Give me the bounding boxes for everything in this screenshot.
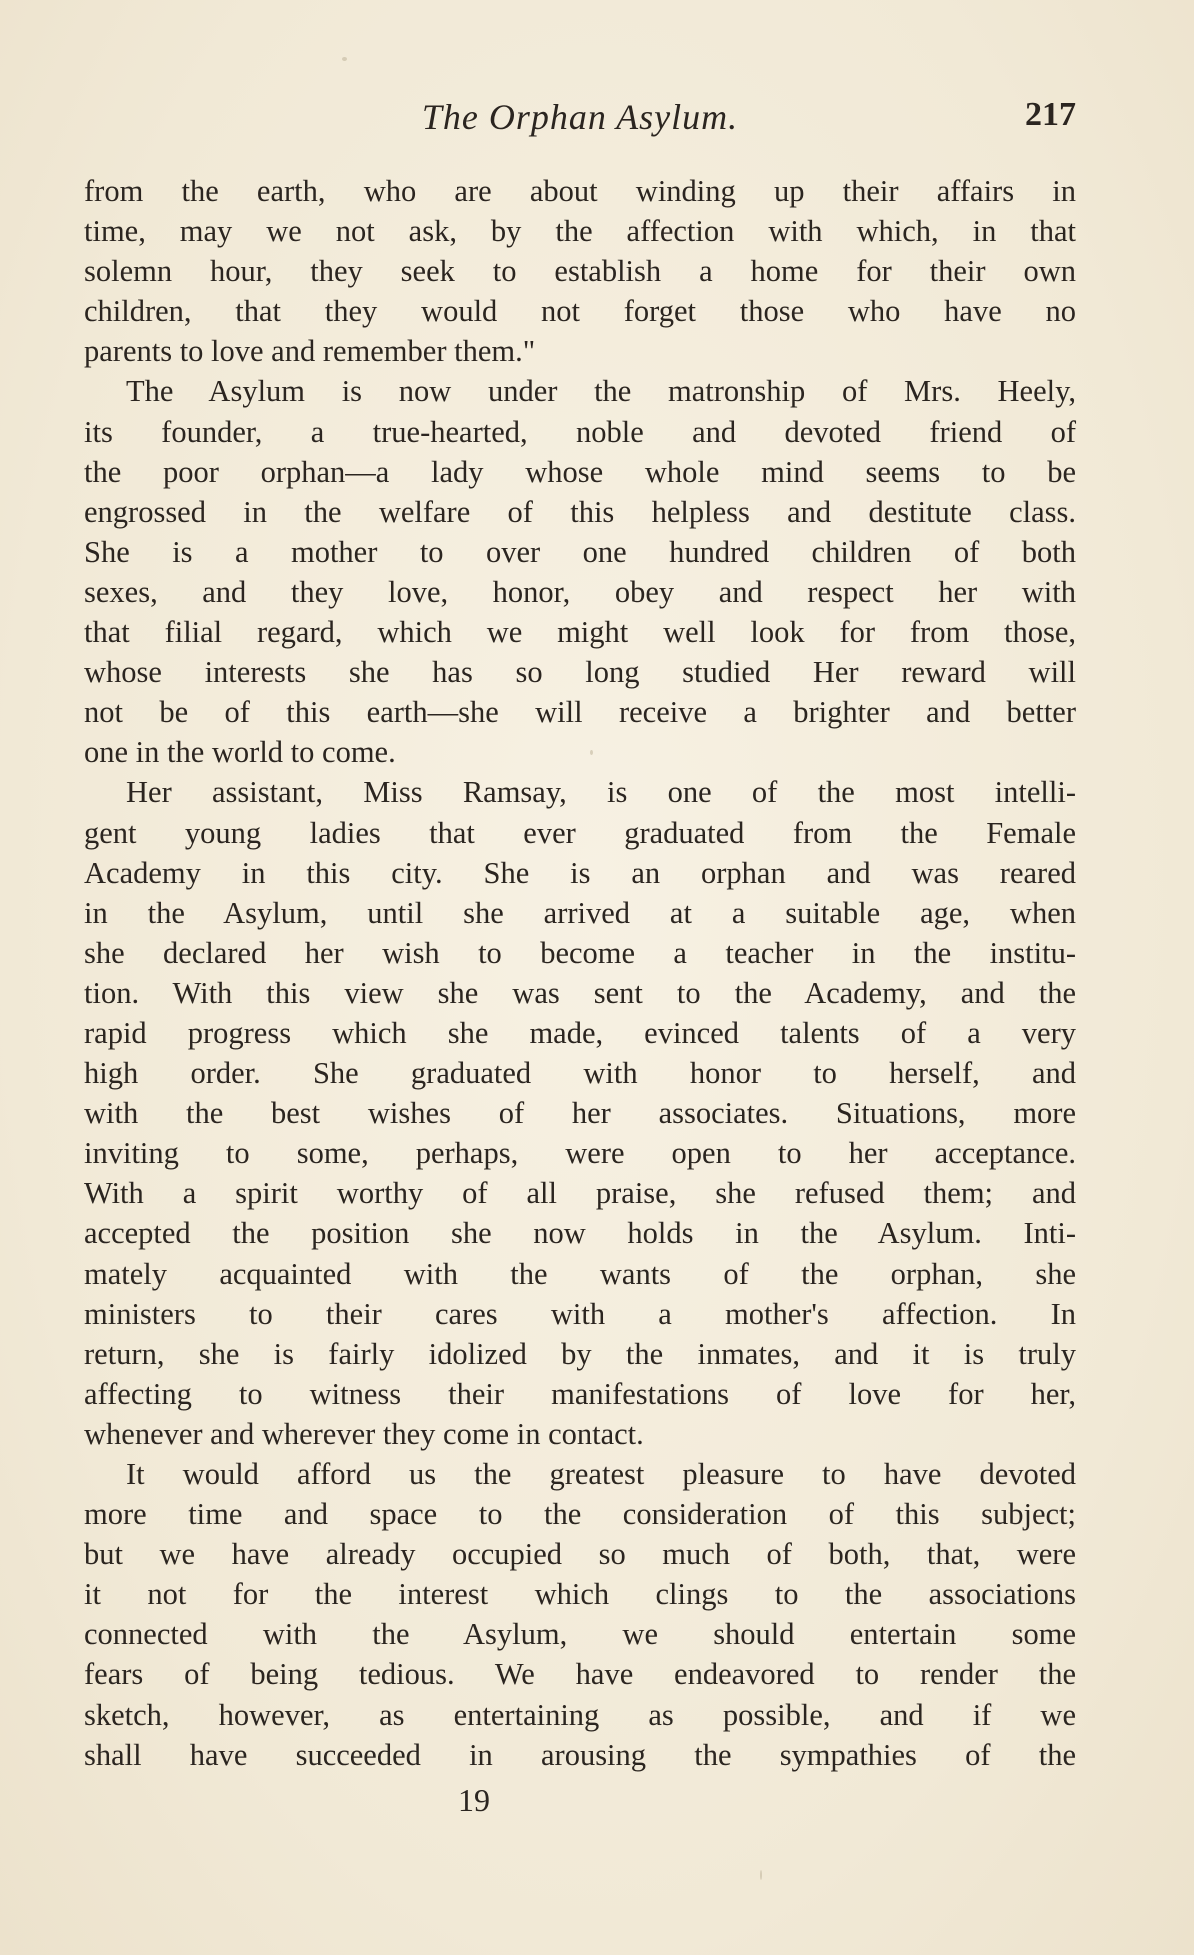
text-line: sketch, however, as entertaining as possible, and if we xyxy=(84,1697,1076,1732)
text-line: tion. With this view she was sent to the Academy, and the xyxy=(84,975,1076,1010)
text-line: in the Asylum, until she arrived at a suitable age, when xyxy=(84,895,1076,930)
text-line: children, that they would not forget those who have no xyxy=(84,294,1076,329)
text-line: engrossed in the welfare of this helpless and destitute class. xyxy=(84,494,1076,529)
text-line: rapid progress which she made, evinced talents of a very xyxy=(84,1015,1076,1050)
text-line: shall have succeeded in arousing the sympathies of the xyxy=(84,1737,1076,1772)
text-line: time, may we not ask, by the affection with which, in that xyxy=(84,214,1076,249)
page-number: 217 xyxy=(1025,96,1076,133)
text-line: accepted the position she now holds in the Asylum. Inti- xyxy=(84,1216,1076,1251)
text-line: that filial regard, which we might well look for from those, xyxy=(84,615,1076,650)
paragraph-first-line: Her assistant, Miss Ramsay, is one of the most intelli- xyxy=(126,775,1076,810)
text-line: she declared her wish to become a teacher in the institu- xyxy=(84,935,1076,970)
paper-speck xyxy=(760,1870,762,1880)
paragraph-first-line: The Asylum is now under the matronship of Mrs. Heely, xyxy=(126,374,1076,409)
text-line: return, she is fairly idolized by the inmates, and it is truly xyxy=(84,1336,1076,1371)
body-text xyxy=(84,171,1076,1775)
text-line: With a spirit worthy of all praise, she refused them; and xyxy=(84,1176,1076,1211)
text-line: mately acquainted with the wants of the orphan, she xyxy=(84,1256,1076,1291)
text-line: the poor orphan—a lady whose whole mind seems to be xyxy=(84,454,1076,489)
paragraph-first-line: It would afford us the greatest pleasure to have devoted xyxy=(126,1457,1076,1491)
text-line: it not for the interest which clings to the associations xyxy=(84,1577,1076,1612)
text-line: its founder, a true-hearted, noble and devoted friend of xyxy=(84,414,1076,449)
text-line: inviting to some, perhaps, were open to her acceptance. xyxy=(84,1136,1076,1171)
text-line: more time and space to the consideration of this subject; xyxy=(84,1497,1076,1532)
text-line: whose interests she has so long studied Her reward will xyxy=(84,655,1076,690)
page-header xyxy=(84,96,1076,144)
text-line: whenever and wherever they come in contact. xyxy=(84,1416,644,1451)
running-title: The Orphan Asylum. xyxy=(421,97,739,137)
text-line: connected with the Asylum, we should entertain some xyxy=(84,1617,1076,1652)
text-line: high order. She graduated with honor to herself, and xyxy=(84,1056,1076,1091)
text-line: sexes, and they love, honor, obey and respect her with xyxy=(84,574,1076,609)
signature-mark: 19 xyxy=(458,1782,490,1818)
text-line: Academy in this city. She is an orphan and was reared xyxy=(84,855,1076,890)
text-line: not be of this earth—she will receive a brighter and better xyxy=(84,695,1076,730)
text-line: parents to love and remember them." xyxy=(84,334,536,369)
text-line: solemn hour, they seek to establish a home for their own xyxy=(84,254,1076,289)
text-line: one in the world to come. xyxy=(84,735,396,770)
text-line: from the earth, who are about winding up their affairs in xyxy=(84,174,1076,208)
text-line: fears of being tedious. We have endeavored to render the xyxy=(84,1657,1076,1692)
text-line: ministers to their cares with a mother's affection. In xyxy=(84,1296,1076,1331)
paper-speck xyxy=(342,57,347,61)
text-line: but we have already occupied so much of both, that, were xyxy=(84,1537,1076,1572)
text-line: affecting to witness their manifestations of love for her, xyxy=(84,1376,1076,1411)
text-line: She is a mother to over one hundred children of both xyxy=(84,534,1076,569)
text-line: gent young ladies that ever graduated from the Female xyxy=(84,815,1076,850)
text-line: with the best wishes of her associates. Situations, more xyxy=(84,1096,1076,1131)
